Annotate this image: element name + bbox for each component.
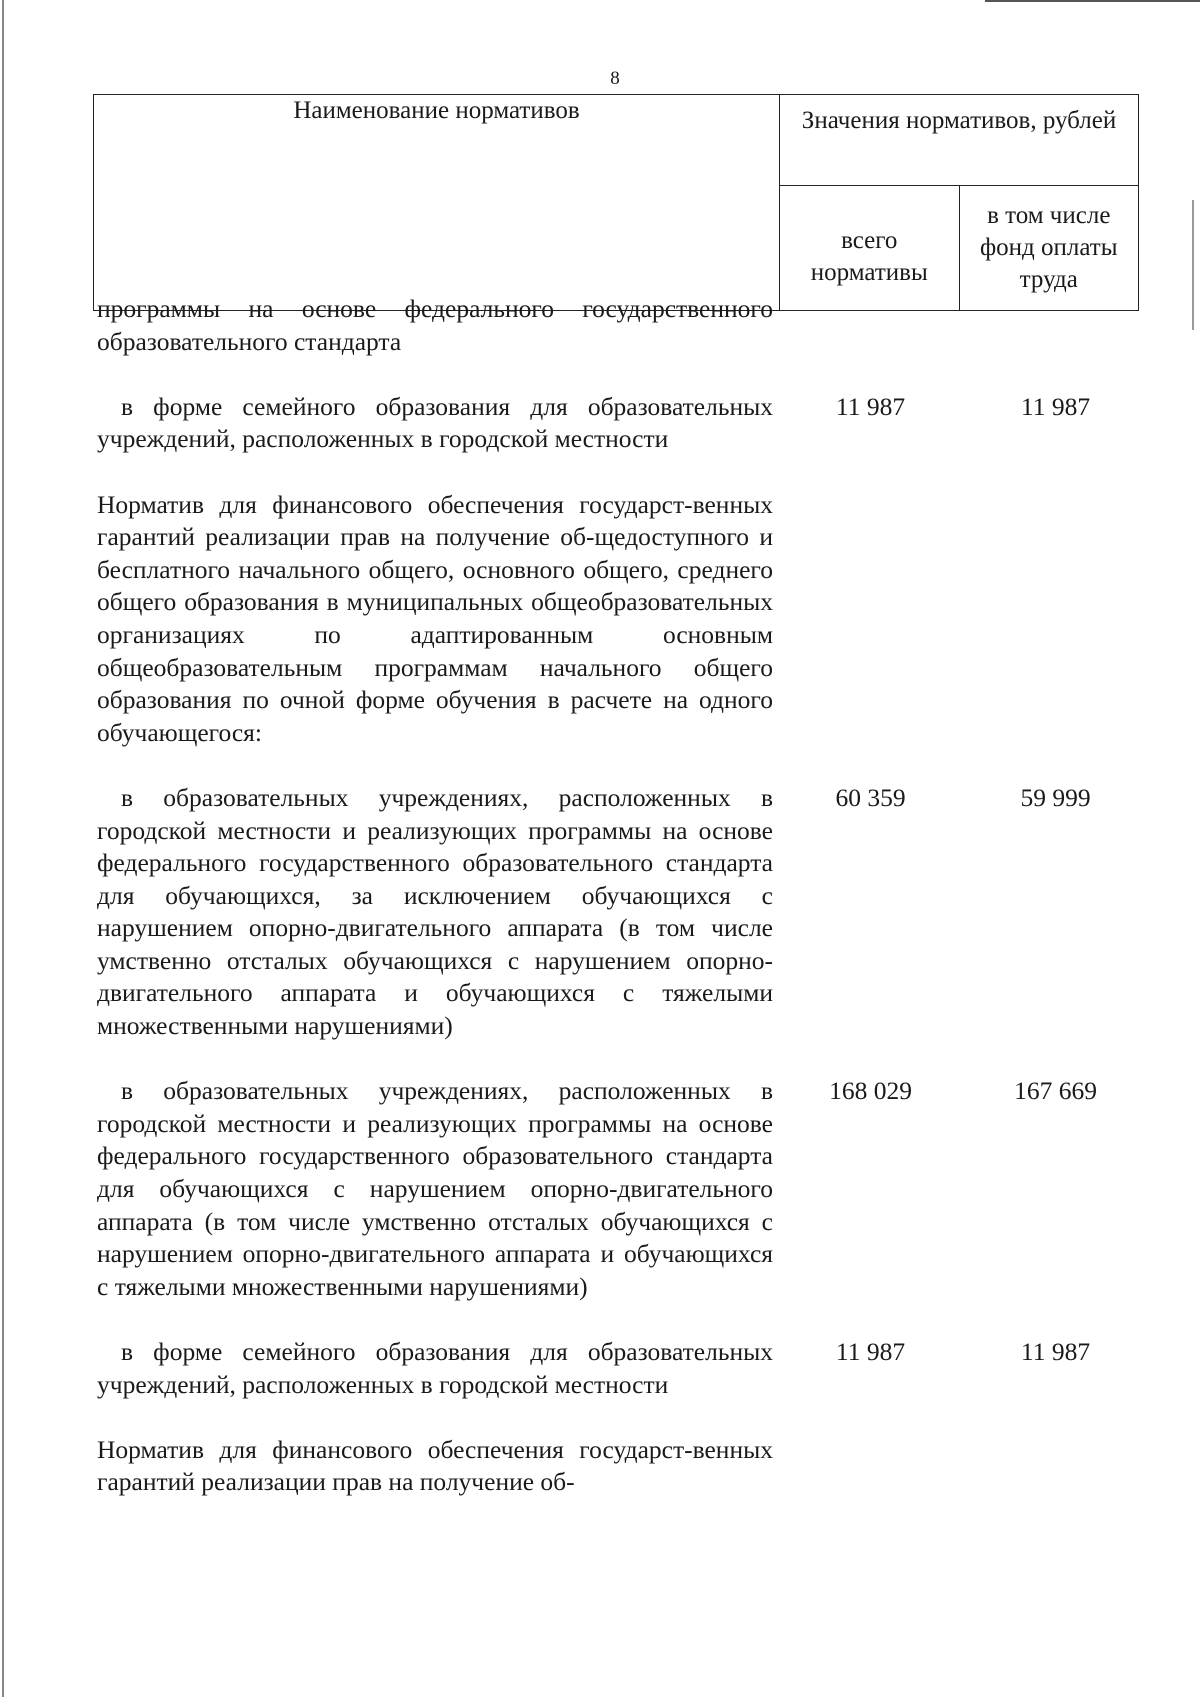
- header-total-column: всего нормативы: [780, 186, 960, 311]
- table-row: [97, 1336, 1143, 1401]
- scan-edge-left: [2, 0, 4, 1697]
- row-wage: [968, 1434, 1143, 1499]
- row-total: [773, 293, 968, 358]
- row-wage: [968, 489, 1143, 750]
- table-row: [97, 1075, 1143, 1303]
- row-text: программы на основе федерального государственного образовательного стандарта: [97, 294, 773, 356]
- row-text: в образовательных учреждениях, расположенных в городской местности и реализующих программы на основе федерального государственного образовательного стандарта для обучающихся с нарушением опорно-двигательного аппарата (в том числе умственно отсталых обучающихся с нарушением опорно-двигательного аппарата и обучающихся с тяжелыми множественными нарушениями): [97, 1076, 773, 1301]
- row-total: 60 359: [835, 782, 906, 812]
- table-row: [97, 489, 1143, 750]
- page-number: 8: [610, 68, 620, 89]
- table-row: [97, 293, 1143, 358]
- row-total: 11 987: [835, 391, 906, 421]
- row-text: в образовательных учреждениях, расположенных в городской местности и реализующих программы на основе федерального государственного образовательного стандарта для обучающихся, за исключением обучающихся с нарушением опорно-двигательного аппарата (в том числе умственно отсталых обучающихся с нарушением опорно-двигательного аппарата и обучающихся с тяжелыми множественными нарушениями): [97, 782, 773, 1041]
- row-text: в форме семейного образования для образовательных учреждений, расположенных в городской местности: [97, 391, 773, 454]
- header-values-group: Значения нормативов, рублей: [780, 95, 1139, 186]
- table-body: [97, 293, 1143, 1499]
- row-wage: 167 669: [1014, 1076, 1097, 1106]
- table-header: [93, 94, 1139, 311]
- row-wage: [968, 293, 1143, 358]
- table-row: [97, 391, 1143, 456]
- row-text: Норматив для финансового обеспечения государст-венных гарантий реализации прав на получение об-щедоступного и бесплатного начального общего, основного общего, среднего общего образования в муниципальных общеобразовательных организациях по адаптированным основным общеобразовательным программам начального общего образования по очной форме обучения в расчете на одного обучающегося:: [97, 489, 773, 747]
- header-name-column: Наименование нормативов: [94, 95, 780, 311]
- row-text: в форме семейного образования для образовательных учреждений, расположенных в городской местности: [97, 1337, 773, 1399]
- row-wage: 11 987: [1020, 1337, 1091, 1366]
- header-wage-column: в том числе фонд оплаты труда: [959, 186, 1139, 311]
- row-wage: 11 987: [1020, 391, 1091, 421]
- scan-edge-right: [1192, 200, 1194, 330]
- row-total: [773, 489, 968, 750]
- row-text: Норматив для финансового обеспечения государст-венных гарантий реализации прав на получение об-: [97, 1434, 773, 1497]
- row-wage: 59 999: [1020, 782, 1091, 812]
- table-row: [97, 782, 1143, 1043]
- table-row: [97, 1434, 1143, 1499]
- row-total: [773, 1434, 968, 1499]
- scan-edge-top: [985, 0, 1200, 2]
- row-total: 168 029: [829, 1076, 912, 1106]
- row-total: 11 987: [835, 1337, 906, 1366]
